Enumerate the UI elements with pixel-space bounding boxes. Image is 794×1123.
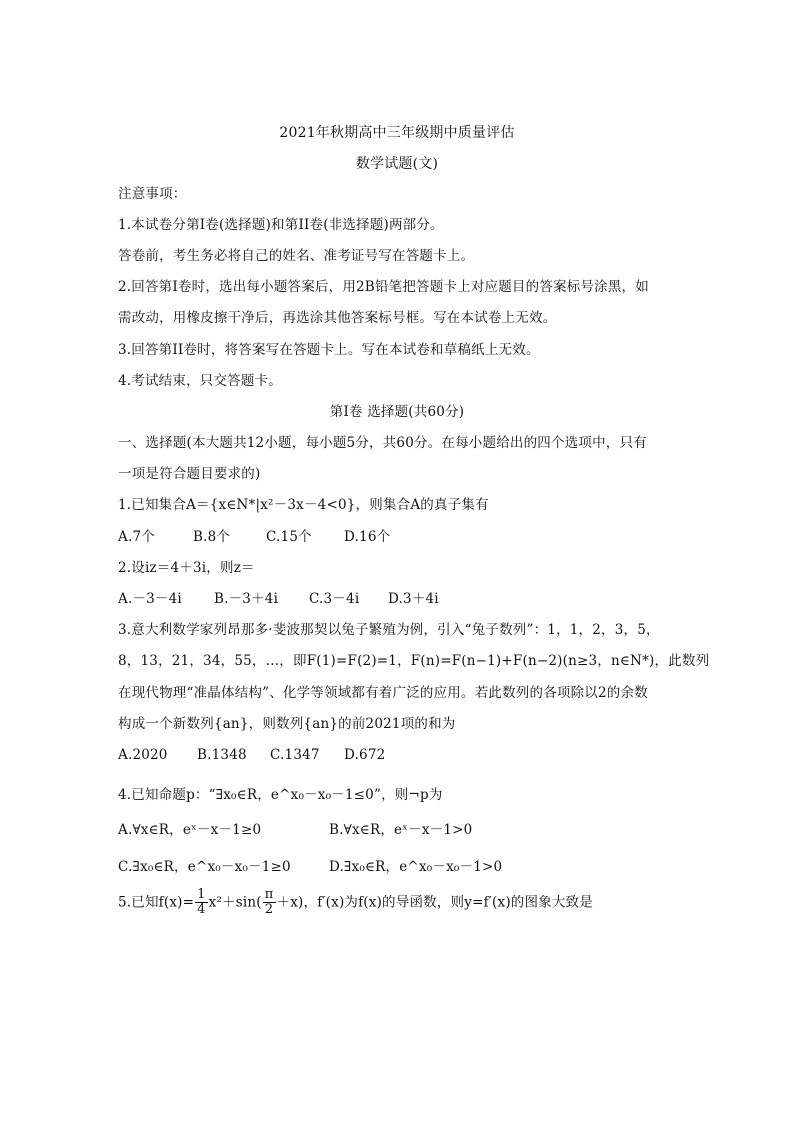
notice-heading: 注意事项： <box>118 186 187 202</box>
q3-line-3: 在现代物理“准晶体结构”、化学等领域都有着广泛的应用。若此数列的各项除以2的余数 <box>118 685 648 701</box>
q5-frac1-denominator: 4 <box>197 902 206 918</box>
q1-option-a: A.7个 <box>118 529 155 545</box>
q5-suffix: ＋x)，f′(x)为f(x)的导函数，则y=f′(x)的图象大致是 <box>276 894 593 911</box>
section-intro-a: 一、选择题(本大题共12小题，每小题5分，共60分。在每小题给出的四个选项中，只有 <box>118 435 647 451</box>
q4-option-d: D.∃x₀∈R，e^x₀－x₀－1>0 <box>329 859 503 875</box>
q2-option-d: D.3＋4i <box>388 591 439 607</box>
q5-prefix: 5.已知f(x)= <box>118 894 195 911</box>
q1-option-b: B.8个 <box>193 529 231 545</box>
q5-mid: x²＋sin( <box>208 894 262 911</box>
q5-frac2-denominator: 2 <box>264 902 274 918</box>
section-title: 第I卷 选择题(共60分) <box>329 404 465 420</box>
notice-item-1b: 答卷前，考生务必将自己的姓名、准考证号写在答题卡上。 <box>118 248 475 264</box>
q3-option-a: A.2020 <box>118 747 168 763</box>
q2-option-b: B.－3＋4i <box>214 591 279 607</box>
exam-subtitle: 数学试题(文) <box>355 156 439 172</box>
q5-frac2-numerator: π <box>264 887 274 902</box>
q3-line-1: 3.意大利数学家列昂那多·斐波那契以兔子繁殖为例，引入“兔子数列”：1，1，2，3，5， <box>118 622 660 638</box>
q2-stem: 2.设iz＝4＋3i，则z＝ <box>118 560 255 576</box>
notice-item-4: 4.考试结束，只交答题卡。 <box>118 373 282 389</box>
q5-frac1-numerator: 1 <box>197 887 206 902</box>
q1-stem: 1.已知集合A＝{x∈N*|x²－3x－4<0}，则集合A的真子集有 <box>118 497 489 513</box>
q2-option-a: A.－3－4i <box>118 591 182 607</box>
q3-option-d: D.672 <box>344 747 386 763</box>
q5-fraction-1 <box>195 888 207 918</box>
notice-item-3: 3.回答第II卷时，将答案写在答题卡上。写在本试卷和草稿纸上无效。 <box>118 342 540 358</box>
q4-option-c: C.∃x₀∈R，e^x₀－x₀－1≥0 <box>118 859 291 875</box>
section-intro-b: 一项是符合题目要求的) <box>118 466 261 482</box>
q5-stem <box>118 888 593 918</box>
q1-option-d: D.16个 <box>344 529 391 545</box>
notice-item-2b: 需改动，用橡皮擦干净后，再选涂其他答案标号框。写在本试卷上无效。 <box>118 310 557 326</box>
notice-item-1: 1.本试卷分第I卷(选择题)和第II卷(非选择题)两部分。 <box>118 217 444 233</box>
exam-title: 2021年秋期高中三年级期中质量评估 <box>279 125 515 141</box>
q2-option-c: C.3－4i <box>309 591 360 607</box>
notice-item-2a: 2.回答第I卷时，选出每小题答案后，用2B铅笔把答题卡上对应题目的答案标号涂黑，如 <box>118 279 649 295</box>
q1-option-c: C.15个 <box>266 529 312 545</box>
q3-option-c: C.1347 <box>270 747 320 763</box>
q4-stem: 4.已知命题p：“∃x₀∈R，e^x₀－x₀－1≤0”，则¬p为 <box>118 787 443 803</box>
q5-fraction-2 <box>263 888 276 918</box>
q4-option-a: A.∀x∈R，eˣ－x－1≥0 <box>118 822 262 838</box>
q4-option-b: B.∀x∈R，eˣ－x－1>0 <box>329 822 473 838</box>
q3-option-b: B.1348 <box>197 747 247 763</box>
q3-line-2: 8，13，21，34，55，…，即F(1)=F(2)=1，F(n)=F(n−1)+F(n−2)(n≥3，n∈N*)，此数列 <box>118 653 710 669</box>
q3-line-4: 构成一个新数列{an}，则数列{an}的前2021项的和为 <box>118 716 456 732</box>
